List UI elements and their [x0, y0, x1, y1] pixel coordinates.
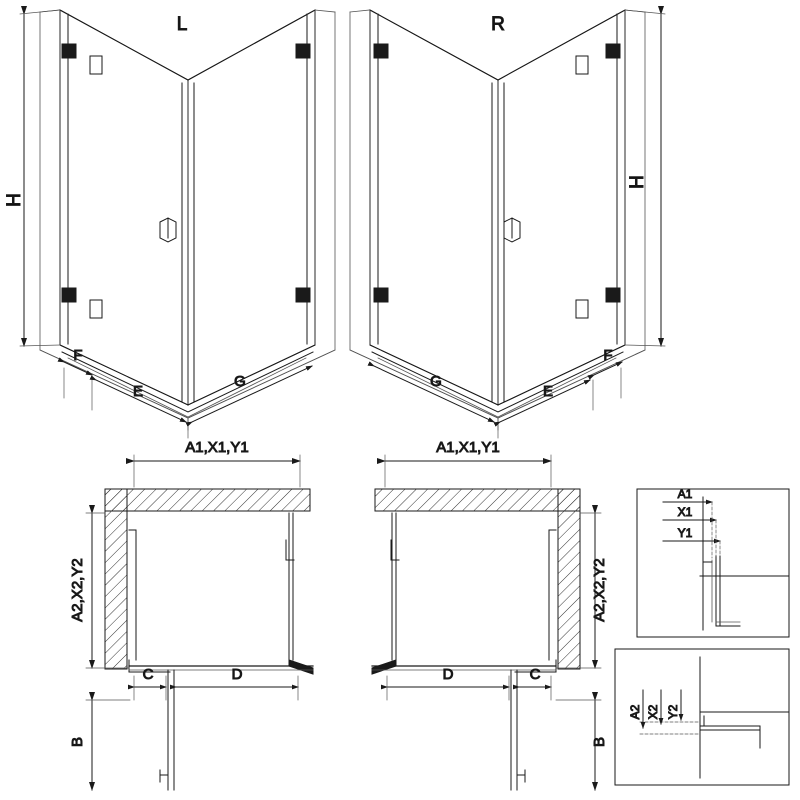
plan-left-dim-c: C: [142, 666, 154, 683]
iso-left-dim-e: E: [132, 383, 144, 400]
plan-view-right: [372, 439, 608, 790]
detail-bottom-dim-a2: A2: [628, 704, 642, 720]
plan-view-left: [69, 439, 313, 790]
detail-view-bottom: [615, 649, 789, 785]
detail-top-dim-x1: X1: [677, 505, 693, 519]
iso-right-dim-e: E: [542, 383, 554, 400]
plan-left-dim-b: B: [69, 736, 86, 748]
detail-view-top: [637, 487, 789, 637]
plan-right-side-dim: A2,X2,Y2: [591, 558, 608, 622]
detail-top-dim-a1: A1: [677, 487, 693, 501]
plan-right-dim-b: B: [591, 736, 608, 748]
plan-right-dim-c: C: [529, 666, 541, 683]
plan-left-top-dim: A1,X1,Y1: [185, 439, 249, 456]
iso-left-handing-label: L: [176, 14, 188, 35]
iso-left-dim-f: F: [73, 347, 83, 364]
iso-left-dim-h: H: [4, 193, 25, 207]
detail-top-dim-y1: Y1: [677, 526, 693, 540]
detail-bottom-dim-y2: Y2: [666, 704, 680, 720]
iso-right-dim-f: F: [603, 347, 613, 364]
iso-view-left: [4, 10, 335, 438]
detail-bottom-dim-x2: X2: [646, 704, 660, 720]
iso-right-handing-label: R: [491, 14, 505, 35]
iso-right-dim-h: H: [627, 175, 648, 189]
plan-right-top-dim: A1,X1,Y1: [436, 439, 500, 456]
iso-left-dim-g: G: [234, 373, 246, 390]
iso-right-dim-g: G: [430, 373, 442, 390]
iso-view-right: [350, 10, 665, 438]
plan-right-dim-d: D: [442, 666, 454, 683]
plan-left-side-dim: A2,X2,Y2: [69, 558, 86, 622]
plan-left-dim-d: D: [231, 666, 243, 683]
